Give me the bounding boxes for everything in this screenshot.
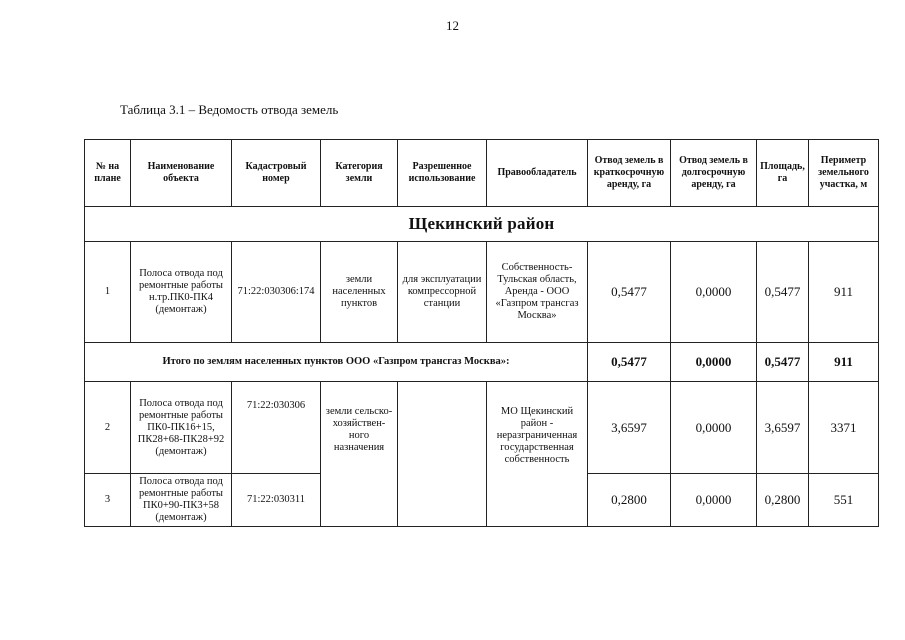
- cadastral-number: 71:22:030306:174: [232, 242, 321, 343]
- long-term-lease: 0,0000: [671, 474, 757, 527]
- perimeter: 3371: [809, 382, 879, 474]
- district-row: [85, 207, 879, 242]
- long-term-lease: 0,0000: [671, 242, 757, 343]
- permitted-use: [398, 382, 487, 527]
- area: 3,6597: [757, 382, 809, 474]
- header-cell: Наименование объекта: [131, 140, 232, 207]
- cadastral-number: 71:22:030311: [232, 474, 321, 527]
- long-term-lease: 0,0000: [671, 382, 757, 474]
- row-number: 3: [85, 474, 131, 527]
- object-name: Полоса отвода под ремонтные работы ПК0-ПК16+15, ПК28+68-ПК28+92 (демонтаж): [131, 382, 232, 474]
- object-name: Полоса отвода под ремонтные работы ПК0+90-ПК3+58 (демонтаж): [131, 474, 232, 527]
- table-row: [85, 382, 879, 474]
- area: 0,5477: [757, 242, 809, 343]
- subtotal-short-term: 0,5477: [588, 343, 671, 382]
- row-number: 2: [85, 382, 131, 474]
- cadastral-number: 71:22:030306: [232, 382, 321, 474]
- short-term-lease: 0,2800: [588, 474, 671, 527]
- land-category: земли сельско-хозяйствен-ного назначения: [321, 382, 398, 527]
- subtotal-label: Итого по землям населенных пунктов ООО «Газпром трансгаз Москва»:: [85, 343, 588, 382]
- land-allocation-table: [84, 139, 879, 527]
- subtotal-long-term: 0,0000: [671, 343, 757, 382]
- object-name: Полоса отвода под ремонтные работы н.тр.ПК0-ПК4 (демонтаж): [131, 242, 232, 343]
- row-number: 1: [85, 242, 131, 343]
- subtotal-area: 0,5477: [757, 343, 809, 382]
- perimeter: 911: [809, 242, 879, 343]
- header-cell: Категория земли: [321, 140, 398, 207]
- header-cell: Площадь, га: [757, 140, 809, 207]
- table-row: [85, 242, 879, 343]
- header-cell: Отвод земель в долгосрочную аренду, га: [671, 140, 757, 207]
- header-cell: № на плане: [85, 140, 131, 207]
- header-cell: Отвод земель в краткосрочную аренду, га: [588, 140, 671, 207]
- land-category: земли населенных пунктов: [321, 242, 398, 343]
- page-number: 12: [446, 18, 459, 33]
- owner: МО Щекинский район - неразграниченная государственная собственность: [487, 382, 588, 527]
- subtotal-perimeter: 911: [809, 343, 879, 382]
- header-cell: Кадастровый номер: [232, 140, 321, 207]
- permitted-use: для эксплуатации компрессорной станции: [398, 242, 487, 343]
- subtotal-row: [85, 343, 879, 382]
- perimeter: 551: [809, 474, 879, 527]
- header-row: [85, 140, 879, 207]
- owner: Собственность-Тульская область, Аренда - ООО «Газпром трансгаз Москва»: [487, 242, 588, 343]
- district-title: Щекинский район: [85, 207, 879, 242]
- header-cell: Правообладатель: [487, 140, 588, 207]
- area: 0,2800: [757, 474, 809, 527]
- short-term-lease: 3,6597: [588, 382, 671, 474]
- short-term-lease: 0,5477: [588, 242, 671, 343]
- table-caption: Таблица 3.1 – Ведомость отвода земель: [120, 102, 339, 117]
- header-cell: Периметр земельного участка, м: [809, 140, 879, 207]
- header-cell: Разрешенное использование: [398, 140, 487, 207]
